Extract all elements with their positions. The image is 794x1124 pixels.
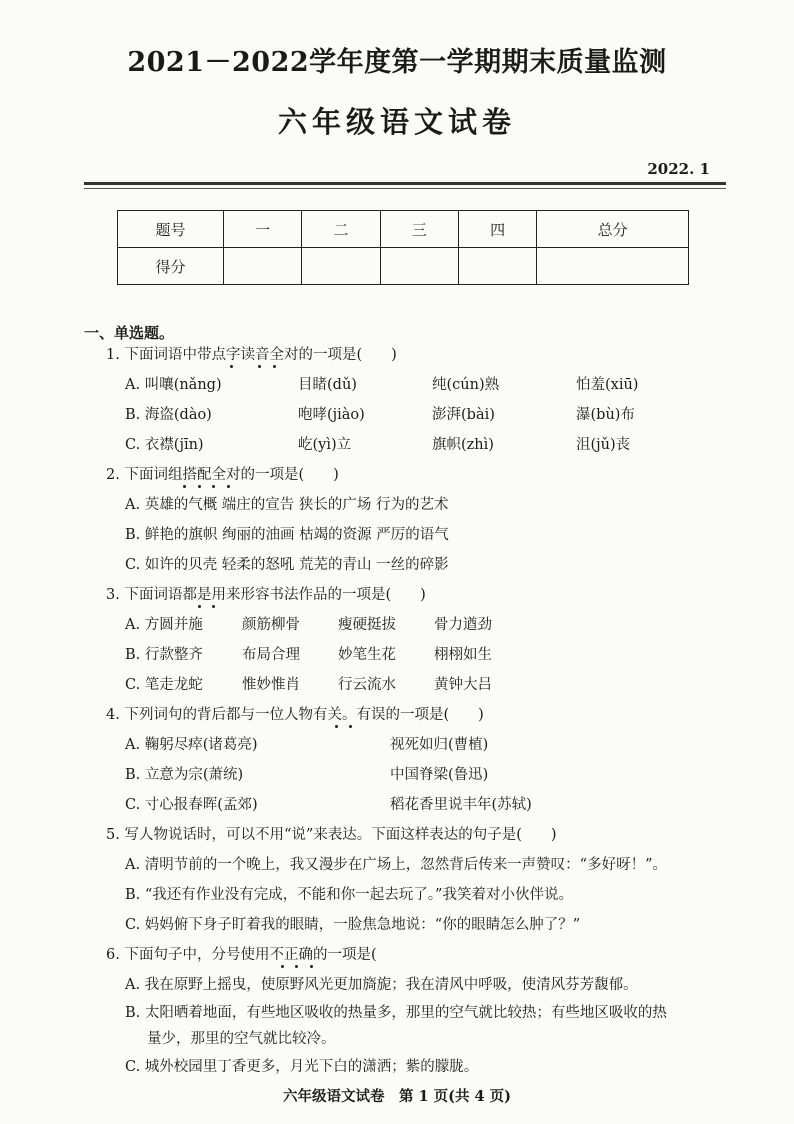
option-item: 澎湃(bài) [432,407,495,423]
score-header-cell: 二 [302,211,380,248]
option-item: 稻花香里说丰年(苏轼) [390,797,532,813]
emphasis-dot [310,965,313,968]
emphasis-dot [273,365,276,368]
option-item: 骨力遒劲 [434,617,492,633]
header-divider-thick [84,182,726,185]
option-item: A. 叫嚷(nǎng) [125,377,222,393]
question-stem: 5. 写人物说话时，可以不用“说”来表达。下面这样表达的句子是( ) [106,827,557,843]
page-footer: 六年级语文试卷 第 1 页(共 4 页) [282,1088,512,1105]
question-stem: 4. 下列词句的背后都与一位人物有关。有误的一项是( ) [106,707,484,723]
question-stem: 6. 下面句子中，分号使用不正确的一项是( [106,947,377,963]
option-item: 中国脊梁(鲁迅) [390,767,489,783]
emphasis-dot [230,365,233,368]
exam-date: 2022. 1 [647,160,710,178]
score-table [117,210,689,285]
option-item: C. 如许的贝壳 轻柔的怒吼 荒芜的青山 一丝的碎影 [125,557,449,573]
option-item: B. 海盗(dào) [125,407,212,423]
score-cell[interactable] [224,248,302,285]
option-item: B. 行款整齐 [125,647,203,663]
option-item: 黄钟大吕 [434,677,492,693]
option-item: 怕羞(xiū) [576,377,639,393]
option-item: 行云流水 [338,677,396,693]
option-item: 目睹(dǔ) [298,377,357,393]
question-stem: 2. 下面词组搭配全对的一项是( ) [106,467,339,483]
option-item: A. 清明节前的一个晚上，我又漫步在广场上，忽然背后传来一声赞叹：“多好呀！”。 [125,857,668,873]
emphasis-dot [281,965,284,968]
option-item: 屹(yì)立 [298,437,352,453]
score-cell[interactable] [302,248,380,285]
option-item: 视死如归(曹植) [390,737,489,753]
exam-title: 2021－2022学年度第一学期期末质量监测 [127,47,667,78]
option-item: C. 妈妈俯下身子盯着我的眼睛，一脸焦急地说：“你的眼睛怎么肿了？” [125,917,581,933]
option-item: 沮(jǔ)丧 [576,437,631,453]
score-row-label: 得分 [118,248,224,285]
option-item: C. 寸心报春晖(孟郊) [125,797,258,813]
option-item: 惟妙惟肖 [242,677,300,693]
emphasis-dot [198,605,201,608]
option-item: 旗帜(zhì) [432,437,494,453]
option-item: 妙笔生花 [338,647,396,663]
option-item: C. 笔走龙蛇 [125,677,203,693]
emphasis-dot [227,485,230,488]
option-item: A. 鞠躬尽瘁(诸葛亮) [125,737,258,753]
emphasis-dot [212,605,215,608]
option-item: A. 英雄的气概 端庄的宣告 狭长的广场 行为的艺术 [125,497,449,513]
emphasis-dot [198,485,201,488]
score-header-cell: 三 [380,211,458,248]
score-header-cell: 一 [224,211,302,248]
question-stem: 1. 下面词语中带点字读音全对的一项是( ) [106,347,397,363]
exam-subtitle: 六年级语文试卷 [277,105,516,139]
option-item: A. 我在原野上摇曳，使原野风光更加旖旎；我在清风中呼吸，使清风芬芳馥郁。 [125,977,638,993]
option-item: 栩栩如生 [434,647,492,663]
score-header-cell: 总分 [537,211,689,248]
option-item: 颜筋柳骨 [242,617,300,633]
option-item: B. 立意为宗(萧统) [125,767,244,783]
score-table-score-row [118,248,689,285]
option-item: B. “我还有作业没有完成，不能和你一起去玩了。”我笑着对小伙伴说。 [125,887,573,903]
emphasis-dot [295,965,298,968]
score-cell[interactable] [537,248,689,285]
option-item: 纯(cún)熟 [432,377,500,393]
emphasis-dot [349,725,352,728]
score-cell[interactable] [458,248,536,285]
option-item: C. 城外校园里丁香更多，月光下白的潇洒；紫的朦胧。 [125,1059,479,1075]
option-item: 咆哮(jiào) [298,407,365,423]
score-table-header-row [118,211,689,248]
emphasis-dot [183,485,186,488]
question-stem: 3. 下面词语都是用来形容书法作品的一项是( ) [106,587,426,603]
emphasis-dot [212,485,215,488]
score-header-cell: 题号 [118,211,224,248]
score-cell[interactable] [380,248,458,285]
section-title: 一、单选题。 [84,324,175,342]
option-item: 布局合理 [242,647,300,663]
option-item-continuation: 量少，那里的空气就比较冷。 [147,1031,336,1047]
option-item: C. 衣襟(jīn) [125,437,204,453]
option-item: B. 鲜艳的旗帜 绚丽的油画 枯竭的资源 严厉的语气 [125,527,449,543]
option-item: B. 太阳晒着地面，有些地区吸收的热量多，那里的空气就比较热；有些地区吸收的热 [125,1005,667,1021]
option-item: A. 方圆并施 [125,617,203,633]
option-item: 瀑(bù)布 [576,407,635,423]
option-item: 瘦硬挺拔 [338,617,396,633]
score-header-cell: 四 [458,211,536,248]
emphasis-dot [258,365,261,368]
header-divider-thin [84,188,726,189]
emphasis-dot [335,725,338,728]
